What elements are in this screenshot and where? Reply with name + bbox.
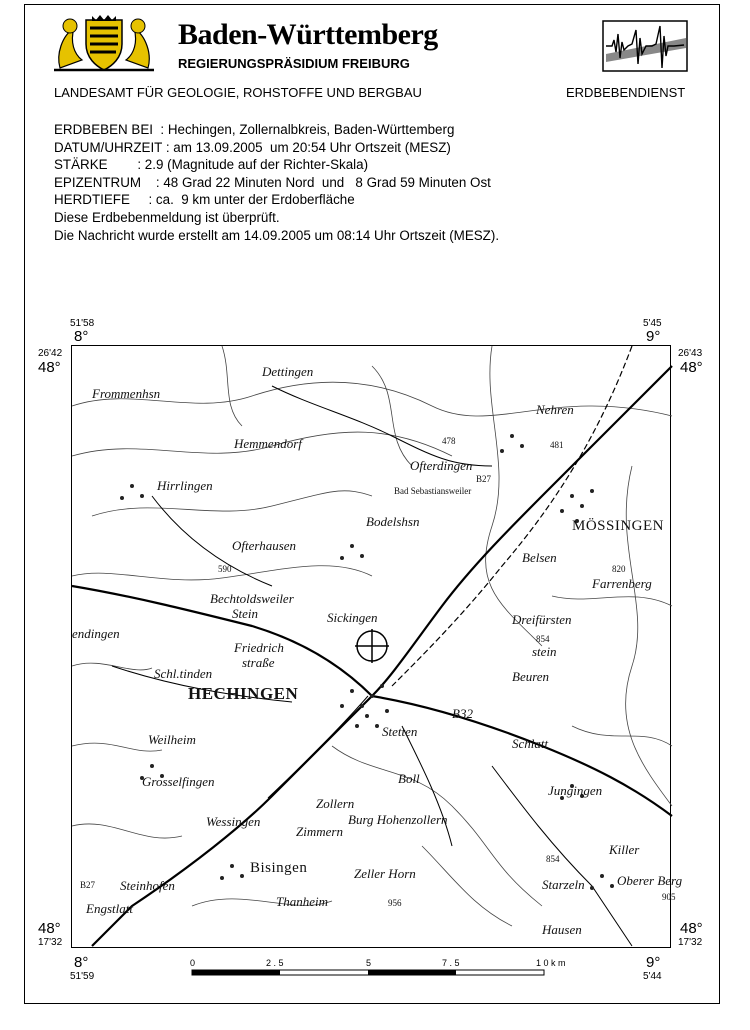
corner-tr-lat-deg: 48° bbox=[680, 359, 703, 376]
corner-br-lon-deg: 9° bbox=[646, 954, 661, 971]
map-place-label: B27 bbox=[80, 880, 96, 890]
map-place-label: Sickingen bbox=[327, 610, 378, 625]
map-place-label: 956 bbox=[388, 898, 402, 908]
earthquake-report bbox=[54, 121, 499, 244]
report-line-verified: Diese Erdbebenmeldung ist überprüft. bbox=[54, 209, 280, 225]
map-place-label: Schlatt bbox=[512, 736, 549, 751]
page-title: Baden-Württemberg bbox=[178, 18, 438, 51]
map-place-label: Belsen bbox=[522, 550, 557, 565]
corner-tr-lat-min: 26'43 bbox=[678, 348, 703, 359]
map-place-label: 590 bbox=[218, 564, 232, 574]
map-place-label: Stein bbox=[232, 606, 258, 621]
map-place-label: Schl.tinden bbox=[154, 666, 213, 681]
map-place-label: Oberer Berg bbox=[617, 873, 683, 888]
map-place-label: 478 bbox=[442, 436, 456, 446]
map-place-label: 820 bbox=[612, 564, 626, 574]
corner-br-lat-min: 17'32 bbox=[678, 937, 703, 948]
map-place-label: stein bbox=[532, 644, 557, 659]
report-line-magnitude: STÄRKE : 2.9 (Magnitude auf der Richter-Skala) bbox=[54, 157, 369, 173]
map-place-label: Farrenberg bbox=[592, 576, 652, 591]
agency-name: LANDESAMT FÜR GEOLOGIE, ROHSTOFFE UND BERGBAU bbox=[54, 85, 422, 100]
map-place-label: B32 bbox=[452, 706, 473, 721]
report-line-depth: HERDTIEFE : ca. 9 km unter der Erdoberfläche bbox=[54, 192, 355, 208]
map-place-label: Killer bbox=[609, 842, 640, 857]
map-place-label: Thanheim bbox=[276, 894, 328, 909]
map-place-label: Dettingen bbox=[262, 364, 314, 379]
map-place-label: 854 bbox=[536, 634, 550, 644]
corner-bl-lat-deg: 48° bbox=[38, 920, 61, 937]
map-place-label: Bechtoldsweiler bbox=[210, 591, 294, 606]
map-place-label: Engstlatt bbox=[86, 901, 133, 916]
corner-br-lat-deg: 48° bbox=[680, 920, 703, 937]
map-place-label: Ofterdingen bbox=[410, 458, 473, 473]
map-place-label: Burg Hohenzollern bbox=[348, 812, 448, 827]
map-place-label: Steinhofen bbox=[120, 878, 175, 893]
map-place-label: 905 bbox=[662, 892, 676, 902]
map-place-label: Dreifürsten bbox=[512, 612, 572, 627]
scale-label-10-km: 1 0 k m bbox=[536, 958, 566, 968]
seismograph-logo-icon bbox=[602, 20, 688, 72]
scale-bar bbox=[192, 968, 544, 978]
map-place-label: Friedrich bbox=[234, 640, 284, 655]
map-place-label: Wessingen bbox=[206, 814, 261, 829]
corner-tr-lon-min: 5'45 bbox=[643, 318, 662, 329]
corner-bl-lon-deg: 8° bbox=[74, 954, 89, 971]
corner-tr-lon-deg: 9° bbox=[646, 328, 661, 345]
map-place-label: straße bbox=[242, 655, 275, 670]
map-place-label: Hausen bbox=[542, 922, 582, 937]
map-place-label: Zimmern bbox=[296, 824, 343, 839]
scale-label-2-5: 2 . 5 bbox=[266, 958, 284, 968]
map-place-label: HECHINGEN bbox=[188, 684, 299, 703]
map-place-label: Bisingen bbox=[250, 860, 308, 876]
map-place-label: 854 bbox=[546, 854, 560, 864]
map-place-label: Hemmendorf bbox=[234, 436, 302, 451]
corner-tl-lon-deg: 8° bbox=[74, 328, 89, 345]
epicenter-crosshair-icon[interactable] bbox=[355, 629, 389, 663]
map-place-label: Weilheim bbox=[148, 732, 196, 747]
scale-label-0: 0 bbox=[190, 958, 196, 968]
scale-label-7-5: 7 . 5 bbox=[442, 958, 460, 968]
report-line-datetime: DATUM/UHRZEIT : am 13.09.2005 um 20:54 Uhr Ortszeit (MESZ) bbox=[54, 139, 451, 155]
report-line-epicenter: EPIZENTRUM : 48 Grad 22 Minuten Nord und 8 Grad 59 Minuten Ost bbox=[54, 174, 491, 190]
scale-label-5: 5 bbox=[366, 958, 372, 968]
map-place-label: Jungingen bbox=[548, 783, 603, 798]
corner-br-lon-min: 5'44 bbox=[643, 971, 662, 982]
map-place-label: Bad Sebastiansweiler bbox=[394, 486, 472, 496]
map-place-label: Nehren bbox=[536, 402, 574, 417]
map-place-label: endingen bbox=[72, 626, 120, 641]
report-line-location: ERDBEBEN BEI : Hechingen, Zollernalbkreis, Baden-Württemberg bbox=[54, 122, 455, 137]
map-place-label: Ofterhausen bbox=[232, 538, 297, 553]
topographic-map[interactable] bbox=[71, 345, 683, 948]
map-place-label: Stetten bbox=[382, 724, 418, 739]
map-place-label: B27 bbox=[476, 474, 492, 484]
report-line-created: Die Nachricht wurde erstellt am 14.09.2005 um 08:14 Uhr Ortszeit (MESZ). bbox=[54, 227, 500, 243]
map-place-label: 481 bbox=[550, 440, 564, 450]
corner-bl-lon-min: 51'59 bbox=[70, 971, 95, 982]
coat-of-arms-icon bbox=[52, 14, 156, 72]
map-place-label: Zeller Horn bbox=[354, 866, 416, 881]
map-place-label: Boll bbox=[398, 771, 420, 786]
map-place-label: Hirrlingen bbox=[157, 478, 213, 493]
map-place-label: Frommenhsn bbox=[92, 386, 161, 401]
map-place-label: MÖSSINGEN bbox=[572, 518, 665, 534]
corner-tl-lon-min: 51'58 bbox=[70, 318, 95, 329]
corner-bl-lat-min: 17'32 bbox=[38, 937, 63, 948]
map-place-label: Beuren bbox=[512, 669, 550, 684]
corner-tl-lat-deg: 48° bbox=[38, 359, 61, 376]
map-place-label: Bodelshsn bbox=[366, 514, 420, 529]
map-place-label: Grosselfingen bbox=[142, 774, 215, 789]
map-place-label: Zollern bbox=[316, 796, 355, 811]
corner-tl-lat-min: 26'42 bbox=[38, 348, 63, 359]
map-place-label: Starzeln bbox=[542, 877, 585, 892]
service-name: ERDBEBENDIENST bbox=[566, 85, 686, 100]
page-subtitle: REGIERUNGSPRÄSIDIUM FREIBURG bbox=[178, 56, 410, 71]
